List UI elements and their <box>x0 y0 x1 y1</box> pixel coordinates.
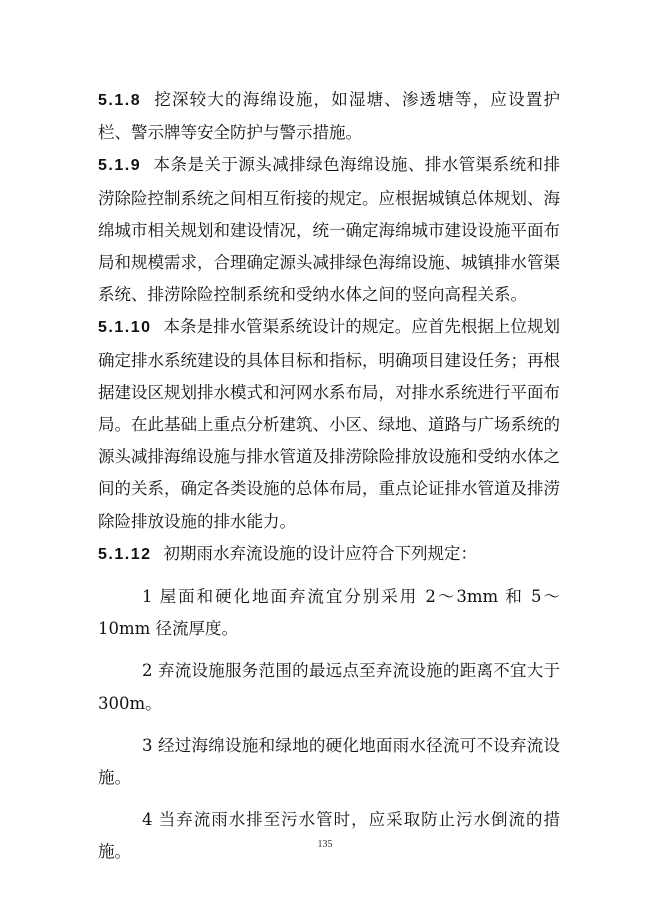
clause-text: 本条是排水管渠系统设计的规定。应首先根据上位规划确定排水系统建设的具体目标和指标，明确项目建设任务；再根据建设区规划排水模式和河网水系布局，对排水系统进行平面布局。在此基础上重点分析建筑、小区、绿地、道路与广场系统的源头减排海绵设施与排水管道及排涝除险排放设施和受纳水体之间的关系，确定各类设施的总体布局，重点论证排水管道及排涝除险排放设施的排水能力。 <box>98 317 560 531</box>
clause-number: 5.1.10 <box>98 319 152 337</box>
clause-number: 5.1.12 <box>98 545 152 563</box>
page-number: 135 <box>317 839 333 850</box>
content-body <box>98 84 560 869</box>
clause-text: 挖深较大的海绵设施，如湿塘、渗透塘等，应设置护栏、警示牌等安全防护与警示措施。 <box>98 90 560 143</box>
clause-5-1-8 <box>98 84 560 149</box>
clause-text: 本条是关于源头减排绿色海绵设施、排水管渠系统和排涝除险控制系统之间相互衔接的规定。应根据城镇总体规划、海绵城市相关规划和建设情况，统一确定海绵城市建设设施平面布局和规模需求，合理确定源头减排绿色海绵设施、城镇排水管渠系统、排涝除险控制系统和受纳水体之间的竖向高程关系。 <box>98 155 560 305</box>
clause-5-1-12 <box>98 538 560 571</box>
clause-5-1-10 <box>98 311 560 537</box>
list-item-1: 1 屋面和硬化地面弃流宜分别采用 2～3mm 和 5～10mm 径流厚度。 <box>98 587 560 639</box>
clause-text: 初期雨水弃流设施的设计应符合下列规定： <box>163 543 477 563</box>
list-item-4: 4 当弃流雨水排至污水管时，应采取防止污水倒流的措施。 <box>98 810 560 862</box>
clause-number: 5.1.9 <box>98 157 142 175</box>
list-item-3: 3 经过海绵设施和绿地的硬化地面雨水径流可不设弃流设施。 <box>98 735 560 788</box>
clause-5-1-9 <box>98 149 560 311</box>
clause-number: 5.1.8 <box>98 92 142 109</box>
list-item-2: 2 弃流设施服务范围的最远点至弃流设施的距离不宜大于300m。 <box>98 661 560 713</box>
